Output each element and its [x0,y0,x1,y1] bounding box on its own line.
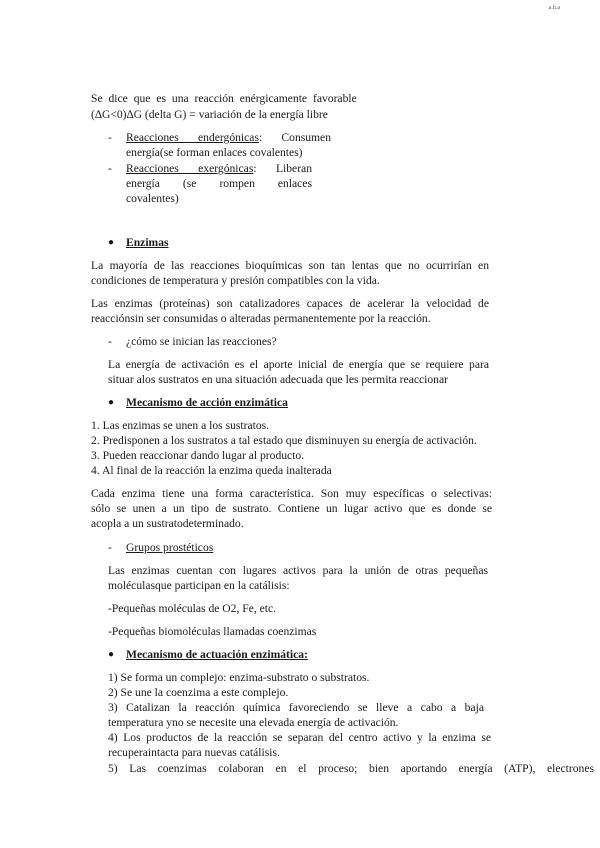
actuacion-step-1: 1) Se forma un complejo: enzima-substrato o substratos. [108,671,370,684]
enzimas-question: ¿cómo se inician las reacciones? [126,335,277,348]
accion-p-l3: acopla a un sustratodeterminado. [91,517,244,530]
enzimas-q-l2: situar alos sustratos en una situación adecuada que les permita reaccionar [108,373,448,386]
actuacion-step-3-l1: 3) Catalizan la reacción química favoreciendo se lleve a cabo a baja [108,701,484,714]
enzimas-p1-l2: condiciones de temperatura y presión compatibles con la vida. [91,274,380,287]
endergonic-rest: : Consumen [258,131,332,144]
exergonic-line-1 [126,161,312,177]
intro-line-1: Se dice que es una reacción enérgicamente favorable [91,92,357,105]
grupos-item-2: -Pequeñas biomoléculas llamadas coenzimas [108,625,317,638]
endergonic-line-2: energía(se forman enlaces covalentes) [126,146,303,159]
accion-p-l2: sólo se unen a un tipo de sustrato. Contiene un lugar activo que es donde se [91,502,492,515]
enzimas-q-l1: La energía de activación es el aporte inicial de energía que se requiere para [108,358,489,371]
endergonic-line-1 [126,130,331,146]
accion-item-4: 4. Al final de la reacción la enzima queda inalterada [91,464,332,477]
accion-p-l1: Cada enzima tiene una forma característica. Son muy específicas o selectivas: [91,487,492,500]
enzimas-p1-l1: La mayoría de las reacciones bioquímicas son tan lentas que no ocurrirían en [91,259,489,272]
exergonic-term: Reacciones exergónicas [126,162,254,175]
exergonic-line-3: covalentes) [126,192,179,205]
accion-item-3: 3. Pueden reaccionar dando lugar al producto. [91,449,305,462]
list-dash: - [108,162,112,175]
actuacion-step-3-l2: temperatura yno se necesite una elevada energía de activación. [108,716,399,729]
bullet-icon: ● [108,649,115,660]
bullet-icon: ● [108,397,115,408]
actuacion-step-5-l1: 5) Las coenzimas colaboran en el proceso; bien aportando energía (ATP), electrones [108,762,594,775]
list-dash: - [108,131,112,144]
bullet-icon: ● [108,237,115,248]
accion-item-2: 2. Predisponen a los sustratos a tal estado que disminuyen su energía de activación. [91,434,477,447]
accion-item-1: 1. Las enzimas se unen a los sustratos. [91,419,270,432]
list-dash: - [108,335,112,348]
actuacion-step-4-l1: 4) Los productos de la reacción se separan del centro activo y la enzima se [108,731,491,744]
exergonic-line-2: energía (se rompen enlaces [126,177,312,190]
grupos-item-1: -Pequeñas moléculas de O2, Fe, etc. [108,602,277,615]
enzimas-heading: Enzimas [126,236,169,249]
enzimas-p2-l1: Las enzimas (proteínas) son catalizadores capaces de acelerar la velocidad de [91,297,489,310]
actuacion-step-2: 2) Se une la coenzima a este complejo. [108,686,289,699]
intro-line-2: (∆G<0)∆G (delta G) = variación de la energía libre [91,108,328,121]
grupos-p-l2: moléculasque participan en la catálisis: [108,579,290,592]
actuacion-step-4-l2: recuperaintacta para nuevas catálisis. [108,746,280,759]
enzimas-p2-l2: reacciónsin ser consumidas o alteradas permanentemente por la reacción. [91,312,431,325]
header-mark: a.h.a [548,5,560,11]
endergonic-term: Reacciones endergónicas [126,131,259,144]
exergonic-rest: : Liberan [253,162,313,175]
grupos-p-l1: Las enzimas cuentan con lugares activos para la unión de otras pequeñas [108,564,488,577]
list-dash: - [108,541,112,554]
grupos-heading: Grupos prostéticos [126,541,214,554]
accion-heading: Mecanismo de acción enzimática [126,396,288,409]
actuacion-heading: Mecanismo de actuación enzimática: [126,648,308,661]
